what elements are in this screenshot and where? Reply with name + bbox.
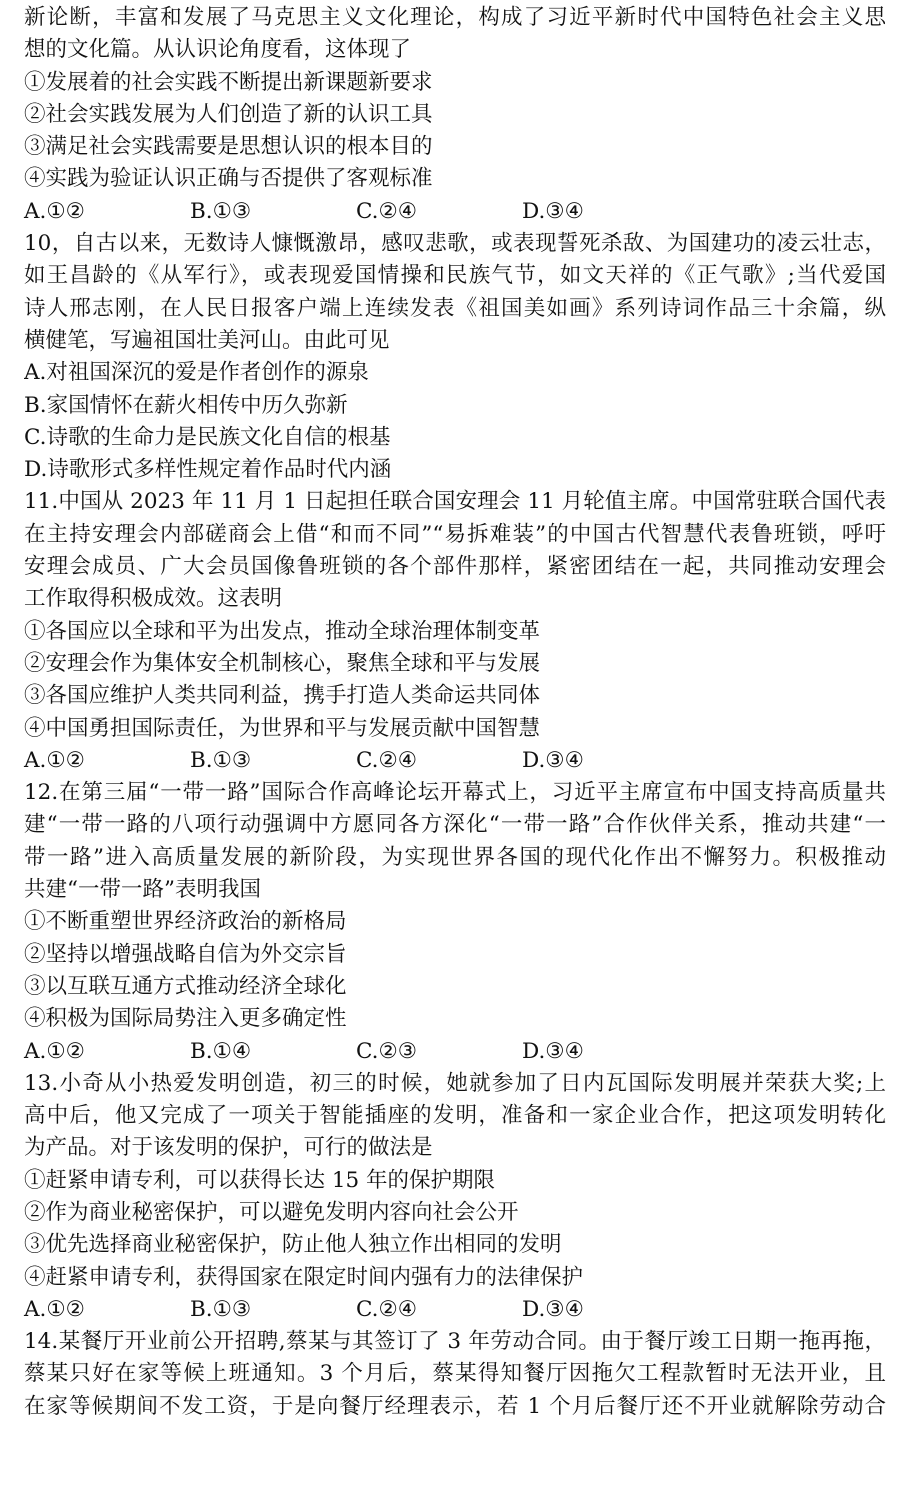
answer-choice-c: C.②③ xyxy=(356,1038,418,1064)
answer-choice-d: D.③④ xyxy=(522,1038,584,1064)
question-stem-line: 如王昌龄的《从军行》，或表现爱国情操和民族气节，如文天祥的《正气歌》;当代爱国 xyxy=(24,263,886,289)
answer-choice-b: B.①③ xyxy=(190,747,252,773)
statement-option: ①赶紧申请专利，可以获得长达 15 年的保护期限 xyxy=(24,1167,496,1193)
statement-option: ①不断重塑世界经济政治的新格局 xyxy=(24,909,347,935)
answer-choice-a: A.①② xyxy=(24,198,85,224)
question-stem-line: 14.某餐厅开业前公开招聘,蔡某与其签订了 3 年劳动合同。由于餐厅竣工日期一拖再拖， xyxy=(24,1329,886,1355)
answer-choice-a: A.①② xyxy=(24,747,85,773)
question-11 xyxy=(24,486,886,777)
question-stem-line: 在主持安理会内部磋商会上借“和而不同”“易拆难装”的中国古代智慧代表鲁班锁，呼吁 xyxy=(24,521,886,547)
question-stem-line: 建“一带一路的八项行动强调中方愿同各方深化“一带一路”合作伙伴关系，推动共建“一 xyxy=(24,812,886,838)
statement-option: ③各国应维护人类共同利益，携手打造人类命运共同体 xyxy=(24,683,541,709)
question-stem-line: 10，自古以来，无数诗人慷慨激昂，感叹悲歌，或表现誓死杀敌、为国建功的凌云壮志， xyxy=(24,231,886,257)
statement-option: ④积极为国际局势注入更多确定性 xyxy=(24,1006,347,1032)
answer-choice-d: D.诗歌形式多样性规定着作品时代内涵 xyxy=(24,457,392,483)
question-stem-line: 11.中国从 2023 年 11 月 1 日起担任联合国安理会 11 月轮值主席。中国常驻联合国代表 xyxy=(24,489,886,515)
answer-choice-a: A.对祖国深沉的爱是作者创作的源泉 xyxy=(24,360,369,386)
statement-option: ②坚持以增强战略自信为外交宗旨 xyxy=(24,941,347,967)
answer-choice-c: C.②④ xyxy=(356,198,418,224)
statement-option: ②作为商业秘密保护，可以避免发明内容向社会公开 xyxy=(24,1199,519,1225)
statement-option: ②安理会作为集体安全机制核心，聚焦全球和平与发展 xyxy=(24,650,541,676)
question-stem-line: 在家等候期间不发工资，于是向餐厅经理表示，若 1 个月后餐厅还不开业就解除劳动合 xyxy=(24,1393,886,1419)
question-stem-line: 13.小奇从小热爱发明创造，初三的时候，她就参加了日内瓦国际发明展并荣获大奖;上 xyxy=(24,1070,886,1096)
question-9 xyxy=(24,2,886,228)
question-stem-line: 12.在第三届“一带一路”国际合作高峰论坛开幕式上，习近平主席宣布中国支持高质量共 xyxy=(24,780,886,806)
answer-choices xyxy=(24,745,886,777)
question-14 xyxy=(24,1326,886,1423)
question-stem-line: 蔡某只好在家等候上班通知。3 个月后，蔡某得知餐厅因拖欠工程款暂时无法开业，且 xyxy=(24,1361,886,1387)
question-stem-line: 横健笔，写遍祖国壮美河山。由此可见 xyxy=(24,327,390,353)
statement-option: ③满足社会实践需要是思想认识的根本目的 xyxy=(24,134,433,160)
question-stem-line: 带一路”进入高质量发展的新阶段，为实现世界各国的现代化作出不懈努力。积极推动 xyxy=(24,844,886,870)
answer-choice-c: C.诗歌的生命力是民族文化自信的根基 xyxy=(24,424,391,450)
statement-option: ④中国勇担国际责任，为世界和平与发展贡献中国智慧 xyxy=(24,715,541,741)
answer-choices xyxy=(24,1036,886,1068)
exam-page xyxy=(24,2,886,1423)
answer-choice-c: C.②④ xyxy=(356,747,418,773)
answer-choice-d: D.③④ xyxy=(522,747,584,773)
question-stem-line: 新论断，丰富和发展了马克思主义文化理论，构成了习近平新时代中国特色社会主义思 xyxy=(24,5,886,30)
statement-option: ③以互联互通方式推动经济全球化 xyxy=(24,973,347,999)
statement-option: ③优先选择商业秘密保护，防止他人独立作出相同的发明 xyxy=(24,1232,562,1258)
answer-choice-d: D.③④ xyxy=(522,1296,584,1322)
question-10 xyxy=(24,228,886,486)
question-stem-line: 安理会成员、广大会员国像鲁班锁的各个部件那样，紧密团结在一起，共同推动安理会 xyxy=(24,554,886,580)
question-stem-line: 为产品。对于该发明的保护，可行的做法是 xyxy=(24,1135,433,1161)
statement-option: ②社会实践发展为人们创造了新的认识工具 xyxy=(24,101,433,127)
question-stem-line: 诗人邢志刚，在人民日报客户端上连续发表《祖国美如画》系列诗词作品三十余篇，纵 xyxy=(24,295,886,321)
statement-option: ④实践为验证认识正确与否提供了客观标准 xyxy=(24,166,433,192)
answer-choice-a: A.①② xyxy=(24,1038,85,1064)
answer-choices xyxy=(24,1294,886,1326)
answer-choice-b: B.①③ xyxy=(190,1296,252,1322)
question-stem-line: 工作取得积极成效。这表明 xyxy=(24,586,283,612)
answer-choice-a: A.①② xyxy=(24,1296,85,1322)
answer-choice-b: B.①③ xyxy=(190,198,252,224)
statement-option: ①各国应以全球和平为出发点，推动全球治理体制变革 xyxy=(24,618,541,644)
answer-choice-d: D.③④ xyxy=(522,198,584,224)
question-stem-line: 共建“一带一路”表明我国 xyxy=(24,877,261,903)
question-stem-line: 高中后，他又完成了一项关于智能插座的发明，准备和一家企业合作，把这项发明转化 xyxy=(24,1103,886,1129)
question-12 xyxy=(24,777,886,1068)
statement-option: ①发展着的社会实践不断提出新课题新要求 xyxy=(24,69,433,95)
statement-option: ④赶紧申请专利，获得国家在限定时间内强有力的法律保护 xyxy=(24,1264,584,1290)
answer-choice-b: B.家国情怀在薪火相传中历久弥新 xyxy=(24,392,348,418)
answer-choices xyxy=(24,196,886,228)
answer-choice-c: C.②④ xyxy=(356,1296,418,1322)
question-stem-line: 想的文化篇。从认识论角度看，这体现了 xyxy=(24,37,412,63)
question-13 xyxy=(24,1068,886,1326)
answer-choice-b: B.①④ xyxy=(190,1038,252,1064)
